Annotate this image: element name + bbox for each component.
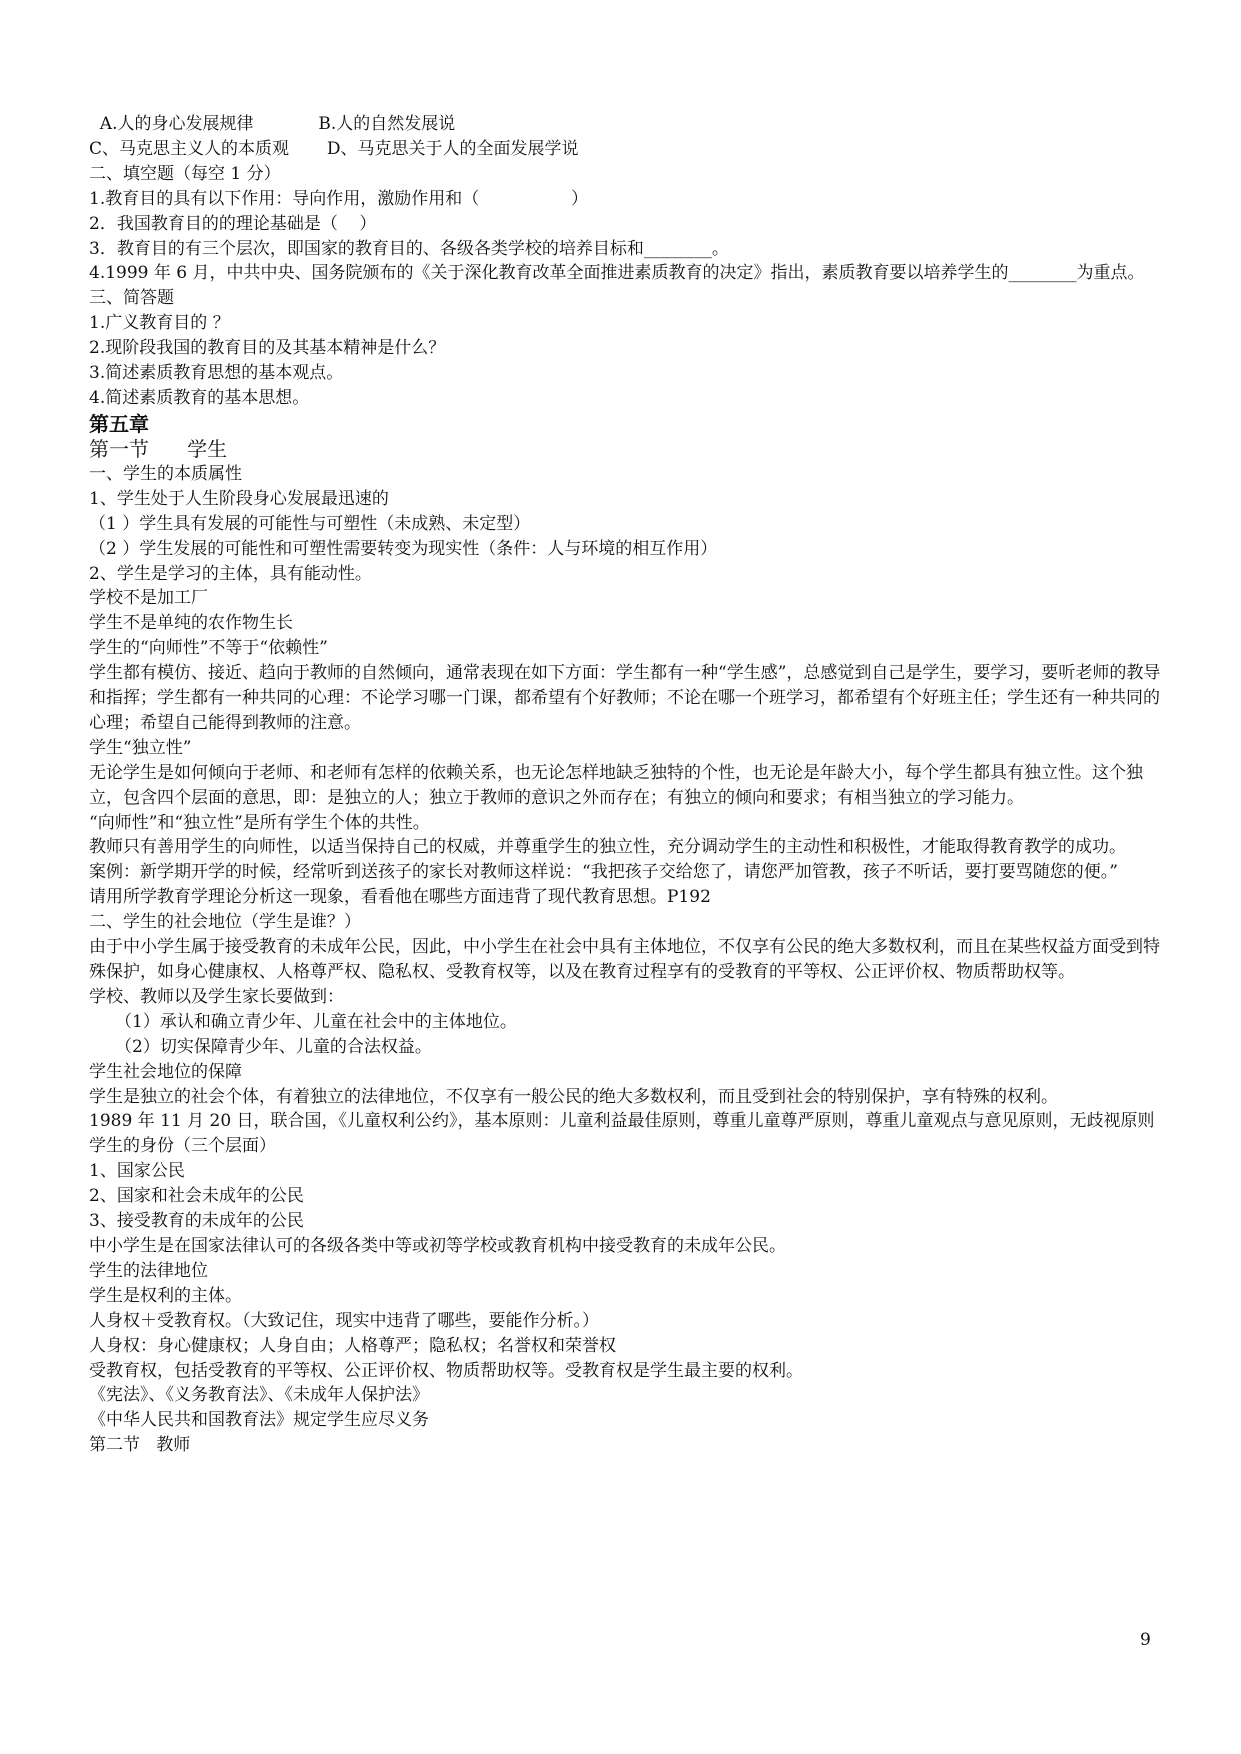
- text-line: 学生社会地位的保障: [89, 1061, 242, 1082]
- text-line: 1、学生处于人生阶段身心发展最迅速的: [89, 488, 389, 509]
- text-line: 教师只有善用学生的向师性，以适当保持自己的权威，并尊重学生的独立性，充分调动学生的主动性和积极性，才能取得教育教学的成功。: [89, 837, 1126, 858]
- text-line: 1989 年 11 月 20 日，联合国，《儿童权利公约》，基本原则：儿童利益最佳原则，尊重儿童尊严原则，尊重儿童观点与意见原则，无歧视原则: [89, 1111, 1155, 1132]
- text-line: 3、接受教育的未成年的公民: [89, 1211, 304, 1232]
- text-line: 无论学生是如何倾向于老师、和老师有怎样的依赖关系，也无论怎样地缺乏独特的个性，也无论是年龄大小，每个学生都具有独立性。这个独立，包含四个层面的意思，即：是独立的人；独立于教师的意识之外而存在；有独立的倾向和要求；有相当独立的学习能力。: [89, 762, 1143, 808]
- text-line: 学生“独立性”: [89, 737, 192, 758]
- text-line: 学生的“向师性”不等于“依赖性”: [89, 638, 328, 659]
- text-line: 一、学生的本质属性: [89, 463, 242, 484]
- text-line: 学生不是单纯的农作物生长: [89, 613, 293, 634]
- text-line: 二、学生的社会地位（学生是谁？）: [89, 912, 361, 933]
- text-line: 学生的身份（三个层面）: [89, 1136, 276, 1157]
- text-line: A.人的身心发展规律 B.人的自然发展说: [89, 114, 456, 134]
- text-line: 学生都有模仿、接近、趋向于教师的自然倾向，通常表现在如下方面：学生都有一种“学生感”，总感觉到自己是学生，要学习，要听老师的教导和指挥；学生都有一种共同的心理：不论学习哪一门课，都希望有个好教师；不论在哪一个班学习，都希望有个好班主任；学生还有一种共同的心理；希望自己能得到教师的注意。: [89, 663, 1161, 733]
- text-line: C、马克思主义人的本质观 D、马克思关于人的全面发展学说: [89, 138, 579, 159]
- page-content: [89, 112, 1164, 1458]
- text-line: （1）承认和确立青少年、儿童在社会中的主体地位。: [115, 1011, 517, 1032]
- text-line: 2、国家和社会未成年的公民: [89, 1186, 304, 1207]
- text-line: 二、填空题（每空 1 分）: [89, 163, 281, 184]
- text-line: 1、国家公民: [89, 1161, 185, 1182]
- text-line: 《中华人民共和国教育法》规定学生应尽义务: [89, 1410, 429, 1431]
- text-line: 受教育权，包括受教育的平等权、公正评价权、物质帮助权等。受教育权是学生最主要的权利。: [89, 1360, 803, 1381]
- text-line: 第二节 教师: [89, 1435, 191, 1456]
- text-line: 人身权＋受教育权。（大致记住，现实中违背了哪些，要能作分析。）: [89, 1310, 599, 1331]
- text-line: （2）切实保障青少年、儿童的合法权益。: [115, 1036, 432, 1057]
- text-line: 人身权：身心健康权；人身自由；人格尊严；隐私权；名誉权和荣誉权: [89, 1335, 616, 1356]
- text-line: 学生是权利的主体。: [89, 1285, 242, 1306]
- text-line: （2 ）学生发展的可能性和可塑性需要转变为现实性（条件：人与环境的相互作用）: [89, 538, 718, 559]
- text-line: 《宪法》、《义务教育法》、《未成年人保护法》: [89, 1385, 429, 1406]
- text-line: “向师性”和“独立性”是所有学生个体的共性。: [89, 812, 430, 833]
- text-line: 1.广义教育目的 ？: [89, 313, 230, 334]
- text-line: 2．我国教育目的的理论基础是（ ）: [89, 213, 377, 234]
- text-line: 中小学生是在国家法律认可的各级各类中等或初等学校或教育机构中接受教育的未成年公民。: [89, 1235, 786, 1256]
- text-line: 第五章: [89, 411, 149, 436]
- text-line: 3．教育目的有三个层次，即国家的教育目的、各级各类学校的培养目标和________。: [89, 238, 729, 259]
- text-line: 学校、教师以及学生家长要做到：: [89, 986, 344, 1007]
- text-line: 4.1999 年 6 月，中共中央、国务院颁布的《关于深化教育改革全面推进素质教育的决定》指出，素质教育要以培养学生的________为重点。: [89, 263, 1145, 284]
- text-line: 案例：新学期开学的时候，经常听到送孩子的家长对教师这样说：“我把孩子交给您了，请您严加管教，孩子不听话，要打要骂随您的便。”: [89, 862, 1118, 883]
- text-line: 三、简答题: [89, 288, 174, 309]
- text-line: 由于中小学生属于接受教育的未成年公民，因此，中小学生在社会中具有主体地位，不仅享有公民的绝大多数权利，而且在某些权益方面受到特殊保护，如身心健康权、人格尊严权、隐私权、受教育权等，以及在教育过程享有的受教育的平等权、公正评价权、物质帮助权等。: [89, 937, 1160, 982]
- text-line: 学生是独立的社会个体，有着独立的法律地位，不仅享有一般公民的绝大多数权利，而且受到社会的特别保护，享有特殊的权利。: [89, 1086, 1058, 1107]
- page-number: 9: [1140, 1630, 1151, 1650]
- text-line: （1 ）学生具有发展的可能性与可塑性（未成熟、未定型）: [89, 513, 531, 534]
- text-line: 4.简述素质教育的基本思想。: [89, 387, 310, 408]
- text-line: 2.现阶段我国的教育目的及其基本精神是什么？: [89, 338, 446, 359]
- text-line: 第一节 学生: [89, 436, 228, 461]
- text-line: 1.教育目的具有以下作用：导向作用，激励作用和（ ）: [89, 188, 589, 209]
- text-line: 请用所学教育学理论分析这一现象，看看他在哪些方面违背了现代教育思想。P192: [89, 887, 711, 908]
- text-line: 2、学生是学习的主体，具有能动性。: [89, 563, 372, 584]
- text-line: 学生的法律地位: [89, 1260, 208, 1281]
- text-line: 3.简述素质教育思想的基本观点。: [89, 363, 344, 384]
- text-line: 学校不是加工厂: [89, 588, 208, 609]
